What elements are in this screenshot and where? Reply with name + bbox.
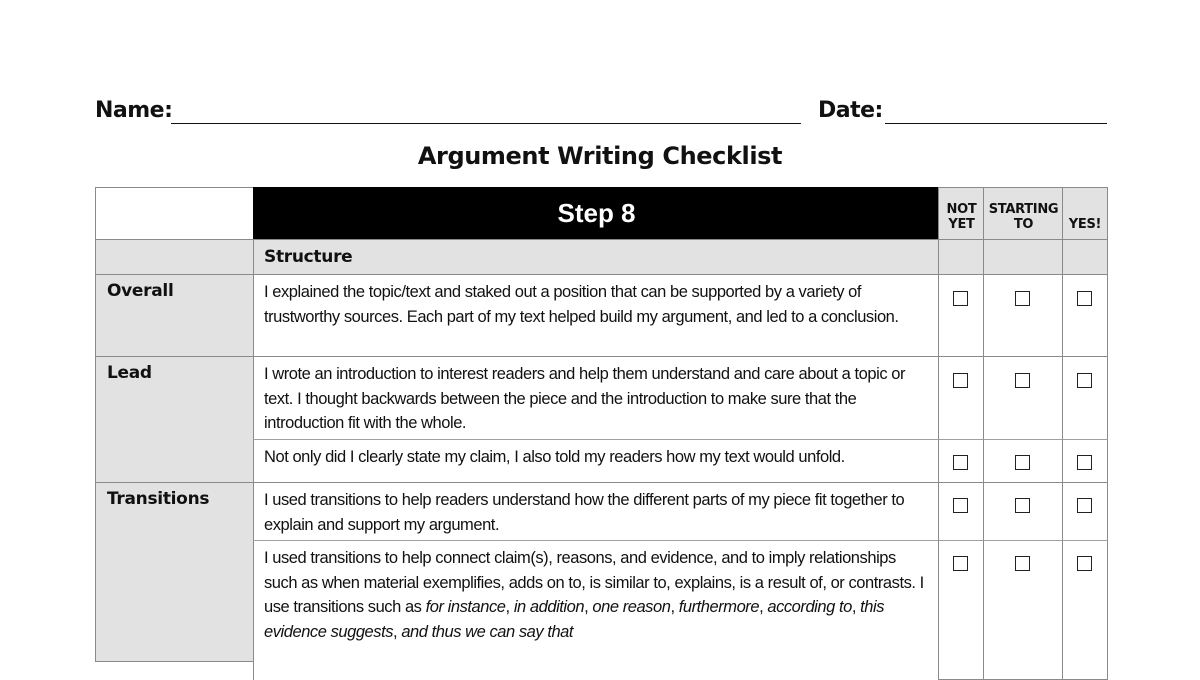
checkbox-not-yet[interactable]	[953, 373, 968, 388]
checkbox-starting-to[interactable]	[1015, 455, 1030, 470]
checkbox-yes[interactable]	[1077, 556, 1092, 571]
checklist-item: I used transitions to help readers understand how the different parts of my piece fit together to explain and support my argument.	[253, 482, 940, 542]
checklist-item: I used transitions to help connect claim(s), reasons, and evidence, and to imply relationships such as when material exemplifies, adds on to, is similar to, explains, is a result of, or contrasts. I use transitions such as for instance, in addition, one reason, furthermore, according to, this evidence suggests, and thus we can say that	[253, 540, 940, 680]
check-cell	[938, 274, 985, 358]
checkbox-not-yet[interactable]	[953, 291, 968, 306]
col-yes-header: YES!	[1062, 187, 1108, 241]
check-cell	[1062, 274, 1108, 358]
date-label: Date:	[818, 98, 883, 123]
checkbox-not-yet[interactable]	[953, 455, 968, 470]
col-starting-to-header: STARTING TO	[983, 187, 1064, 241]
structure-cell	[938, 239, 985, 276]
check-cell	[983, 482, 1064, 542]
section-structure: Structure	[253, 239, 940, 276]
category-overall: Overall	[95, 274, 255, 358]
checklist-table	[95, 187, 1108, 647]
structure-cell	[1062, 239, 1108, 276]
checklist-item: Not only did I clearly state my claim, I also told my readers how my text would unfold.	[253, 439, 940, 484]
check-cell	[1062, 540, 1108, 680]
checkbox-yes[interactable]	[1077, 498, 1092, 513]
check-cell	[1062, 439, 1108, 484]
structure-cell	[983, 239, 1064, 276]
check-cell	[983, 439, 1064, 484]
checkbox-yes[interactable]	[1077, 455, 1092, 470]
check-cell	[983, 540, 1064, 680]
name-label: Name:	[95, 98, 173, 123]
category-lead: Lead	[95, 356, 255, 484]
structure-left-cell	[95, 239, 255, 276]
check-cell	[1062, 356, 1108, 440]
checklist-item: I wrote an introduction to interest readers and help them understand and care about a topic or text. I thought backwards between the piece and the introduction to make sure that the introduction fit with the whole.	[253, 356, 940, 440]
checkbox-yes[interactable]	[1077, 373, 1092, 388]
blank-header-cell	[95, 187, 255, 241]
checkbox-not-yet[interactable]	[953, 556, 968, 571]
checkbox-yes[interactable]	[1077, 291, 1092, 306]
check-cell	[938, 540, 985, 680]
checkbox-starting-to[interactable]	[1015, 556, 1030, 571]
check-cell	[938, 356, 985, 440]
name-date-line	[95, 96, 1107, 128]
checkbox-starting-to[interactable]	[1015, 373, 1030, 388]
check-cell	[938, 482, 985, 542]
name-field[interactable]	[171, 123, 801, 124]
check-cell	[983, 356, 1064, 440]
checkbox-starting-to[interactable]	[1015, 498, 1030, 513]
col-not-yet-header: NOT YET	[938, 187, 985, 241]
check-cell	[938, 439, 985, 484]
date-field[interactable]	[885, 123, 1107, 124]
checkbox-not-yet[interactable]	[953, 498, 968, 513]
check-cell	[983, 274, 1064, 358]
page-title: Argument Writing Checklist	[417, 142, 783, 170]
check-cell	[1062, 482, 1108, 542]
step-header	[253, 187, 940, 240]
step-label: Step 8	[557, 198, 636, 228]
checklist-item: I explained the topic/text and staked out a position that can be supported by a variety of trustworthy sources. Each part of my text helped build my argument, and led to a conclusion.	[253, 274, 940, 358]
category-transitions: Transitions	[95, 482, 255, 662]
checkbox-starting-to[interactable]	[1015, 291, 1030, 306]
